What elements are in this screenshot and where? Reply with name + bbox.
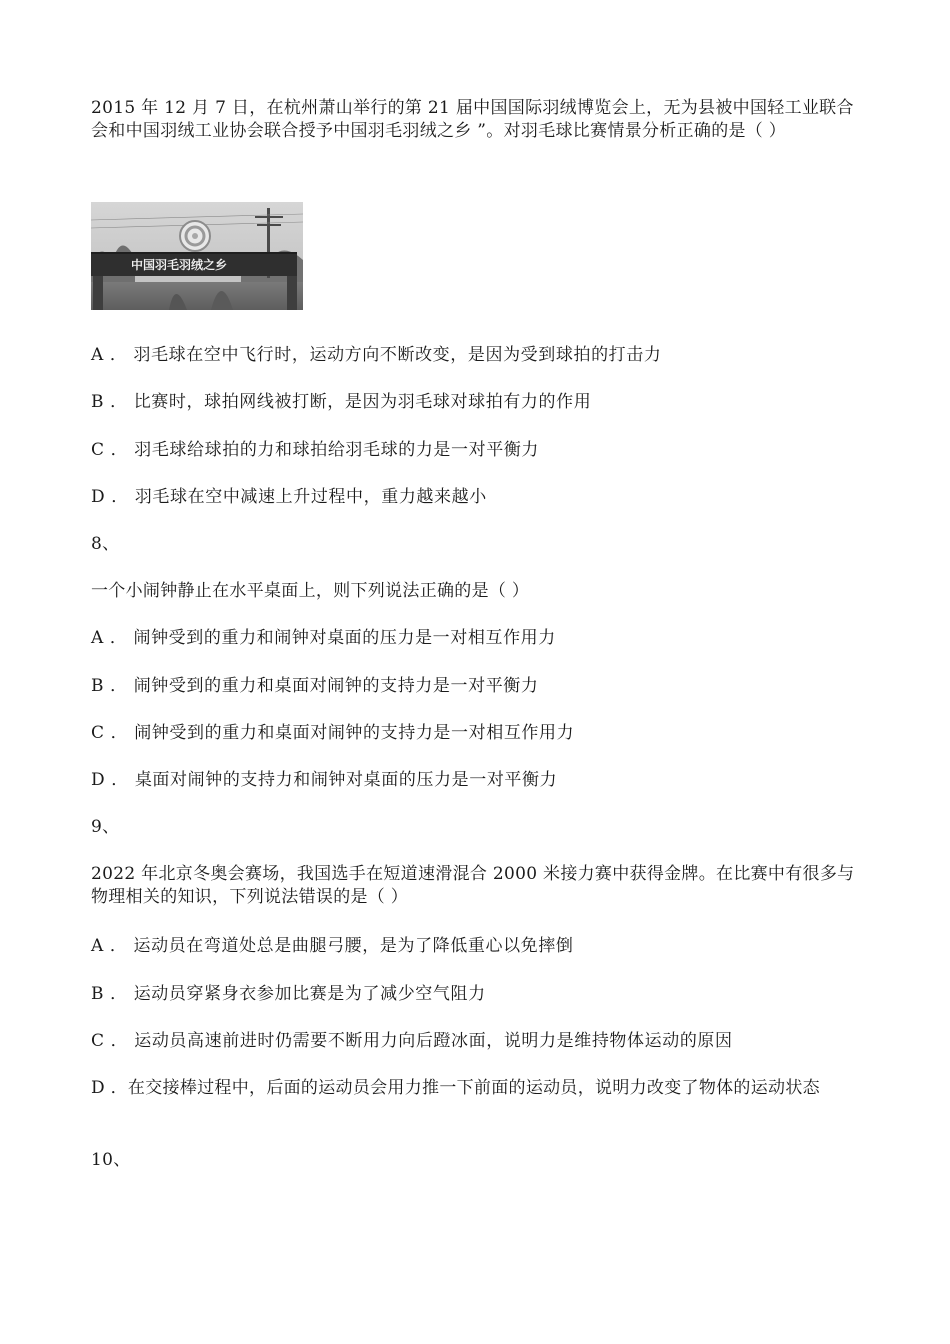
q8-stem: 一个小闹钟静止在水平桌面上，则下列说法正确的是（ ） xyxy=(91,581,530,601)
q9-option-c[interactable]: C ． 运动员高速前进时仍需要不断用力向后蹬冰面，说明力是维持物体运动的原因 xyxy=(91,1031,733,1051)
q9-number: 9、 xyxy=(91,817,120,837)
q9-option-b[interactable]: B ． 运动员穿紧身衣参加比赛是为了减少空气阻力 xyxy=(91,984,486,1004)
gate-sign-text: 中国羽毛羽绒之乡 xyxy=(131,258,228,272)
q10-number: 10、 xyxy=(91,1150,131,1170)
q7-option-b[interactable]: B ． 比赛时，球拍网线被打断，是因为羽毛球对球拍有力的作用 xyxy=(91,392,592,412)
q8-option-d[interactable]: D ． 桌面对闹钟的支持力和闹钟对桌面的压力是一对平衡力 xyxy=(91,770,558,790)
q7-option-c[interactable]: C ． 羽毛球给球拍的力和球拍给羽毛球的力是一对平衡力 xyxy=(91,440,540,460)
q8-option-a[interactable]: A ． 闹钟受到的重力和闹钟对桌面的压力是一对相互作用力 xyxy=(91,628,556,648)
q7-option-a[interactable]: A ． 羽毛球在空中飞行时，运动方向不断改变，是因为受到球拍的打击力 xyxy=(91,345,662,365)
q8-number: 8、 xyxy=(91,534,120,554)
feather-town-gate-photo xyxy=(91,202,303,310)
q8-option-c[interactable]: C ． 闹钟受到的重力和桌面对闹钟的支持力是一对相互作用力 xyxy=(91,723,575,743)
q7-stem: 2015 年 12 月 7 日，在杭州萧山举行的第 21 届中国国际羽绒博览会上，无为县被中国轻工业联合会和中国羽绒工业协会联合授予中国羽毛羽绒之乡 ”。对羽毛球比赛情景分析正确的是（ ） xyxy=(91,98,854,141)
q9-option-d[interactable]: D ．在交接棒过程中，后面的运动员会用力推一下前面的运动员，说明力改变了物体的运动状态 xyxy=(91,1078,820,1098)
q9-stem: 2022 年北京冬奥会赛场，我国选手在短道速滑混合 2000 米接力赛中获得金牌。在比赛中有很多与物理相关的知识，下列说法错误的是（ ） xyxy=(91,864,855,907)
q9-option-a[interactable]: A ． 运动员在弯道处总是曲腿弓腰，是为了降低重心以免摔倒 xyxy=(91,936,574,956)
q7-option-d[interactable]: D ． 羽毛球在空中减速上升过程中，重力越来越小 xyxy=(91,487,487,507)
q8-option-b[interactable]: B ． 闹钟受到的重力和桌面对闹钟的支持力是一对平衡力 xyxy=(91,676,539,696)
